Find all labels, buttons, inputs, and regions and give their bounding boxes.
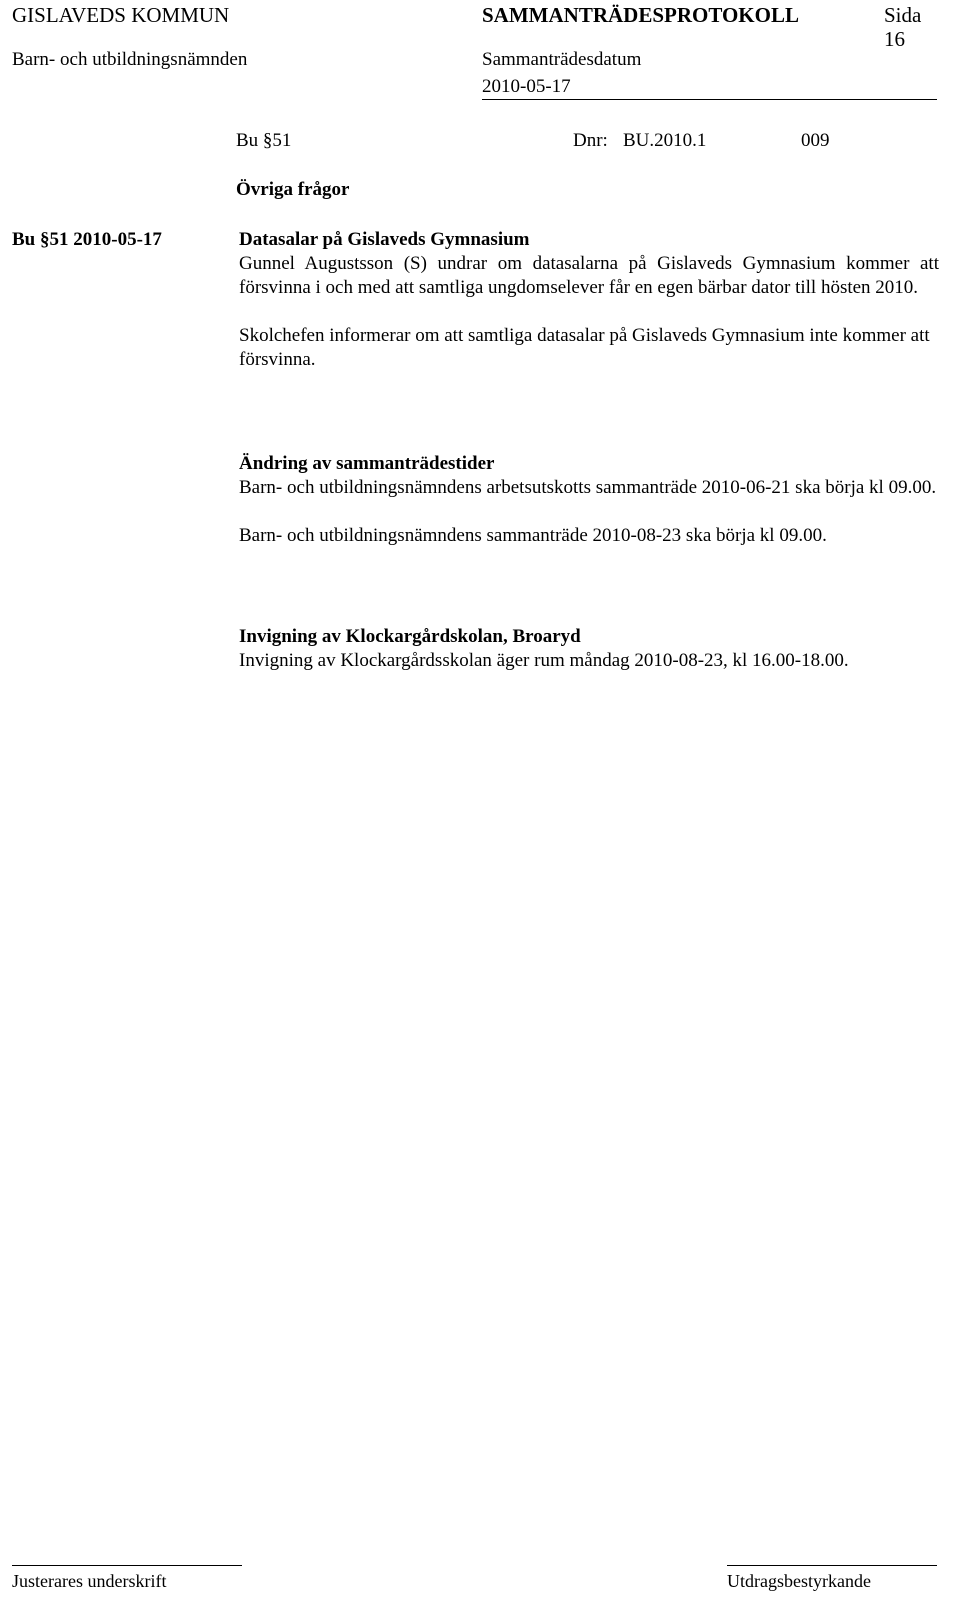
section-heading: Invigning av Klockargårdskolan, Broaryd	[239, 626, 581, 647]
section-paragraph: Skolchefen informerar om att samtliga datasalar på Gislaveds Gymnasium inte kommer att försvinna.	[239, 325, 930, 370]
municipality-name: GISLAVEDS KOMMUN	[12, 3, 230, 27]
committee-name: Barn- och utbildningsnämnden	[12, 49, 248, 70]
protocol-title: SAMMANTRÄDESPROTOKOLL	[482, 3, 799, 27]
section-paragraph: Gunnel Augustsson (S) undrar om datasalarna på Gislaveds Gymnasium kommer att försvinna i och med att samtliga ungdomselever får en egen bärbar dator till hösten 2010.	[239, 253, 939, 298]
section-paragraph: Barn- och utbildningsnämndens sammanträde 2010-08-23 ska börja kl 09.00.	[239, 525, 827, 546]
section-heading: Ändring av sammanträdestider	[239, 453, 495, 474]
section-invigning	[239, 625, 939, 673]
footer-rule-left	[12, 1565, 242, 1566]
margin-ref: Bu §51 2010-05-17	[12, 229, 162, 250]
page-number: 16	[884, 27, 905, 51]
case-title: Övriga frågor	[236, 179, 350, 200]
dnr-code: 009	[801, 130, 830, 151]
header-rule	[482, 99, 937, 100]
dnr-label: Dnr:	[573, 130, 608, 151]
meeting-date-value: 2010-05-17	[482, 76, 571, 97]
meeting-date-label: Sammanträdesdatum	[482, 49, 642, 70]
signature-label: Justerares underskrift	[12, 1571, 167, 1591]
section-paragraph: Barn- och utbildningsnämndens arbetsutskotts sammanträde 2010-06-21 ska börja kl 09.00.	[239, 477, 937, 498]
dnr-value: BU.2010.1	[623, 130, 707, 151]
section-andring	[239, 452, 939, 548]
page-label: Sida	[884, 3, 922, 27]
case-ref: Bu §51	[236, 130, 292, 151]
footer-rule-right	[727, 1565, 937, 1566]
section-datasalar	[239, 228, 939, 372]
certification-label: Utdragsbestyrkande	[727, 1571, 871, 1591]
section-paragraph: Invigning av Klockargårdsskolan äger rum måndag 2010-08-23, kl 16.00-18.00.	[239, 650, 849, 671]
section-heading: Datasalar på Gislaveds Gymnasium	[239, 229, 530, 250]
